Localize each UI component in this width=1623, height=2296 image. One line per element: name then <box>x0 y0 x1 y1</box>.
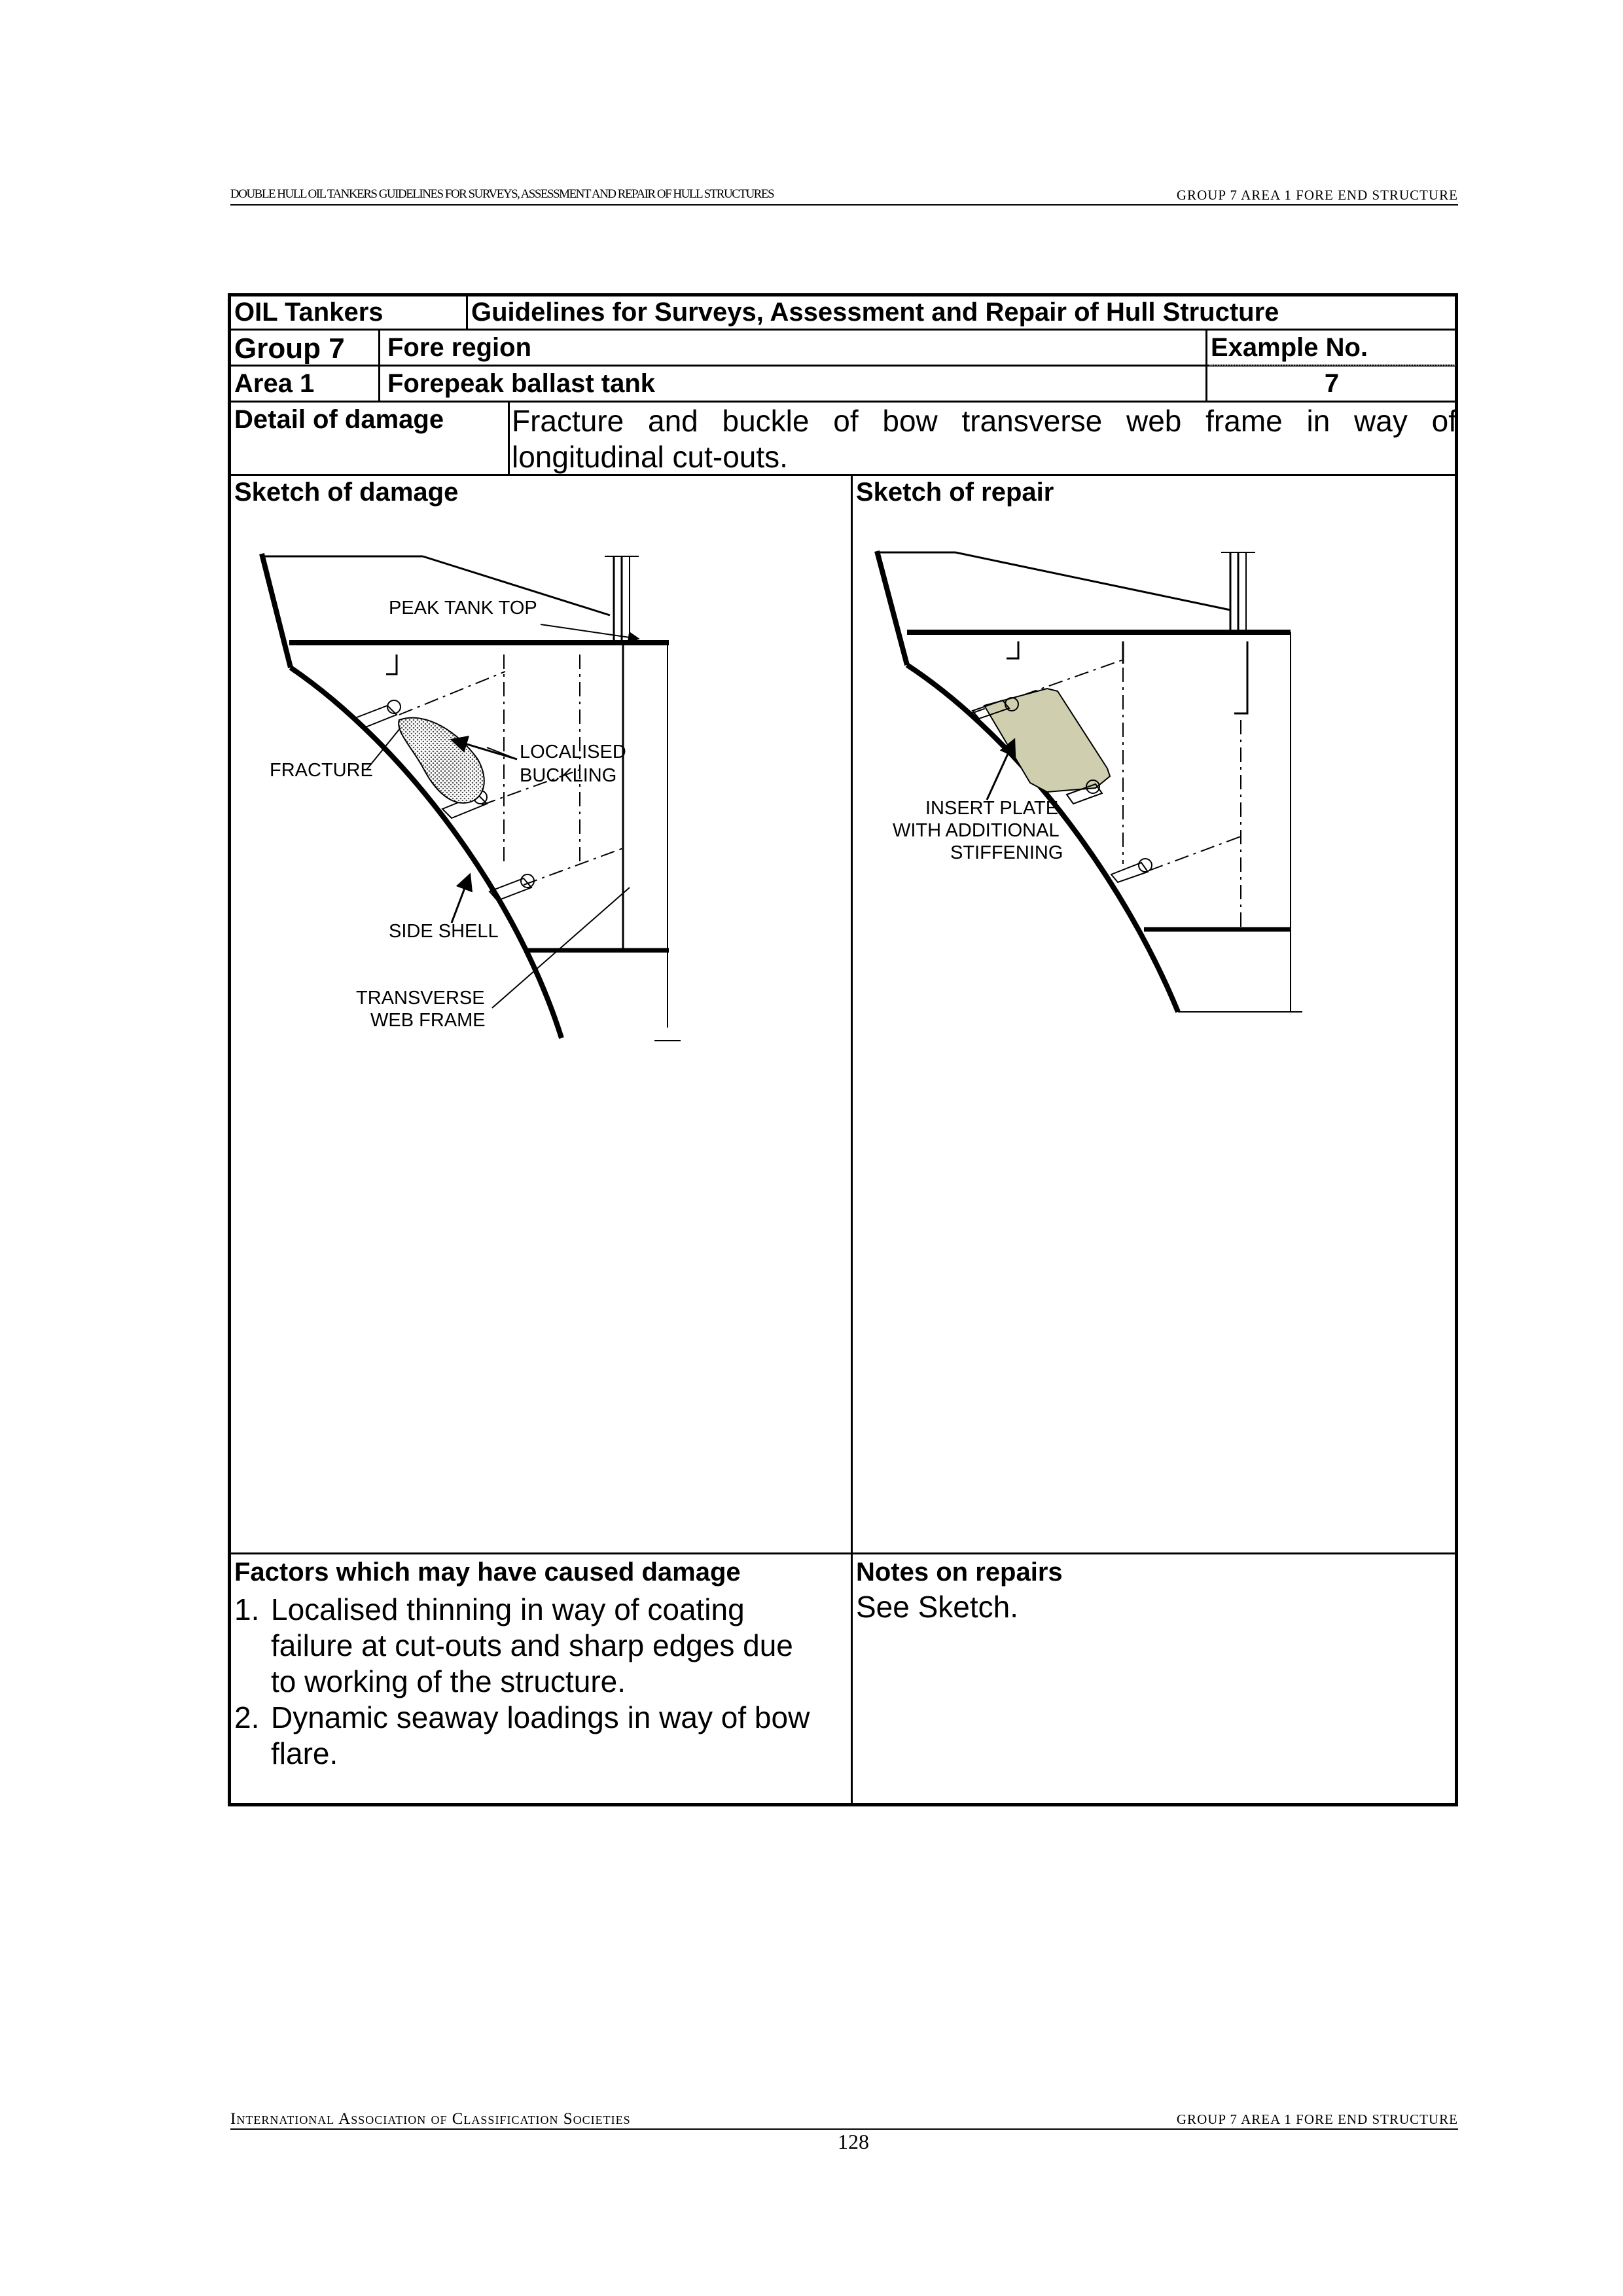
insert-plate <box>984 689 1110 792</box>
detail-word: bow <box>882 404 938 438</box>
detail-word: Fracture <box>512 404 624 438</box>
example-number: 7 <box>1324 369 1340 398</box>
factor-line: to working of the structure. <box>271 1664 626 1698</box>
group-label: Group 7 <box>234 332 345 365</box>
buckling-label: BUCKLING <box>520 765 617 786</box>
detail-word: and <box>648 404 698 438</box>
factor-item <box>234 1700 849 1772</box>
detail-word: of <box>1431 404 1457 438</box>
insert-plate-label: INSERT PLATE <box>925 798 1059 819</box>
with-additional-label: WITH ADDITIONAL <box>893 820 1060 841</box>
factor-line: Dynamic seaway loadings in way of bow <box>271 1700 810 1734</box>
factor-line: Localised thinning in way of coating <box>271 1592 745 1626</box>
detail-word: frame <box>1205 404 1283 438</box>
detail-word: transverse <box>961 404 1103 438</box>
transverse-label: TRANSVERSE <box>356 988 485 1009</box>
area-name: Forepeak ballast tank <box>387 369 656 398</box>
web-frame-label: WEB FRAME <box>370 1010 486 1031</box>
notes-label: Notes on repairs <box>856 1558 1063 1587</box>
detail-text-line2: longitudinal cut-outs. <box>512 440 788 474</box>
ship-type-label: OIL Tankers <box>234 298 383 327</box>
sketch-damage-label: Sketch of damage <box>234 478 459 507</box>
factor-number: 1. <box>234 1592 260 1626</box>
factor-line: flare. <box>271 1736 338 1770</box>
example-label: Example No. <box>1211 333 1368 362</box>
running-header-section: GROUP 7 AREA 1 FORE END STRUCTURE <box>1176 187 1458 203</box>
factor-number: 2. <box>234 1700 260 1734</box>
factors-list <box>234 1592 849 1772</box>
group-name: Fore region <box>387 333 532 362</box>
detail-word: in <box>1306 404 1330 438</box>
detail-word: way <box>1354 404 1408 438</box>
peak-tank-top-label: PEAK TANK TOP <box>389 598 537 619</box>
page-number: 128 <box>838 2130 869 2153</box>
footer-organisation: International Association of Classification Societies <box>230 2110 631 2128</box>
sketch-repair-label: Sketch of repair <box>856 478 1054 507</box>
notes-text: See Sketch. <box>856 1590 1019 1624</box>
factor-item <box>234 1592 849 1700</box>
footer-section: GROUP 7 AREA 1 FORE END STRUCTURE <box>1176 2111 1458 2127</box>
detail-word: of <box>833 404 859 438</box>
detail-label: Detail of damage <box>234 405 444 434</box>
detail-word: buckle <box>722 404 810 438</box>
stiffening-label: STIFFENING <box>950 842 1063 863</box>
fracture-label: FRACTURE <box>270 760 373 781</box>
side-shell-label: SIDE SHELL <box>389 921 499 942</box>
factor-text <box>271 1592 793 1700</box>
detail-word: web <box>1126 404 1182 438</box>
localised-label: LOCALISED <box>520 742 626 762</box>
factor-text <box>271 1700 810 1772</box>
sheet-title: Guidelines for Surveys, Assessment and Repair of Hull Structure <box>471 298 1279 327</box>
factor-line: failure at cut-outs and sharp edges due <box>271 1628 793 1662</box>
factors-label: Factors which may have caused damage <box>234 1558 741 1587</box>
area-label: Area 1 <box>234 369 315 398</box>
running-header-title: DOUBLE HULL OIL TANKERS GUIDELINES FOR SURVEYS, ASSESSMENT AND REPAIR OF HULL STRUCTURES <box>230 187 774 201</box>
